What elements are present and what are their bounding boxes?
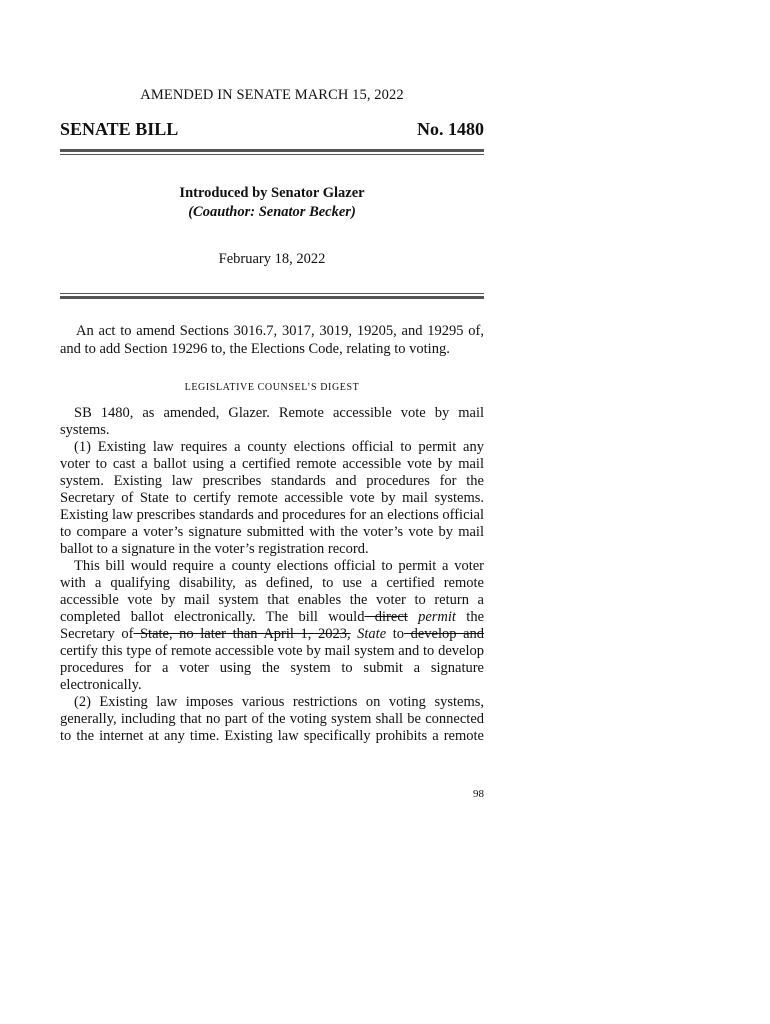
introduced-date: February 18, 2022 [218, 251, 326, 267]
page-number: 98 [473, 788, 484, 800]
inserted-text: State [350, 626, 387, 642]
header-rule-thin [60, 154, 484, 155]
deleted-text: State, no later than April 1, 2023, [133, 626, 351, 642]
deleted-text: develop and [404, 626, 484, 642]
amended-notice: AMENDED IN SENATE MARCH 15, 2022 [140, 87, 404, 103]
header-rule-thick [60, 149, 484, 152]
introduced-by: Introduced by Senator Glazer [179, 185, 365, 201]
bill-number: No. 1480 [417, 119, 484, 139]
bill-title-row [60, 119, 484, 140]
bill-type: SENATE BILL [60, 119, 179, 139]
bill-text: the Secretary of [60, 609, 484, 642]
bill-text: certify this type of remote accessible vote by mail system and to develop procedures for a voter using the system to submit a signature electronically. [60, 643, 484, 693]
bill-text: to [386, 626, 405, 642]
divider-rule-thick [60, 296, 484, 299]
digest-paragraph-bill [60, 558, 484, 694]
bill-text: This bill would require a county elections official to permit a voter with a qualifying disability, as defined, to use a certified remote accessible vote by mail system that enables the voter to return a completed ballot electronically. The bill would [60, 558, 484, 625]
divider-rule-thin [60, 293, 484, 294]
act-title: An act to amend Sections 3016.7, 3017, 3019, 19205, and 19295 of, and to add Section 19296 to, the Elections Code, relating to voting. [60, 323, 484, 357]
digest-paragraph-summary: SB 1480, as amended, Glazer. Remote accessible vote by mail systems. [60, 405, 484, 438]
digest-paragraph-existing-law-2: (2) Existing law imposes various restrictions on voting systems, generally, including that no part of the voting system shall be connected to the internet at any time. Existing law specifically prohibits a remote [60, 694, 484, 744]
digest-heading: LEGISLATIVE COUNSEL’S DIGEST [184, 382, 360, 393]
inserted-text: permit [407, 609, 456, 625]
deleted-text: direct [364, 609, 408, 625]
coauthor: (Coauthor: Senator Becker) [188, 204, 356, 220]
digest-paragraph-existing-law-1: (1) Existing law requires a county elections official to permit any voter to cast a ballot using a certified remote accessible vote by mail system. Existing law prescribes standards and procedures for the Secretary of State to certify remote accessible vote by mail systems. Existing law prescribes standards and procedures for an elections official to compare a voter’s signature submitted with the voter’s vote by mail ballot to a signature in the voter’s registration record. [60, 439, 484, 557]
digest-body [60, 405, 484, 745]
